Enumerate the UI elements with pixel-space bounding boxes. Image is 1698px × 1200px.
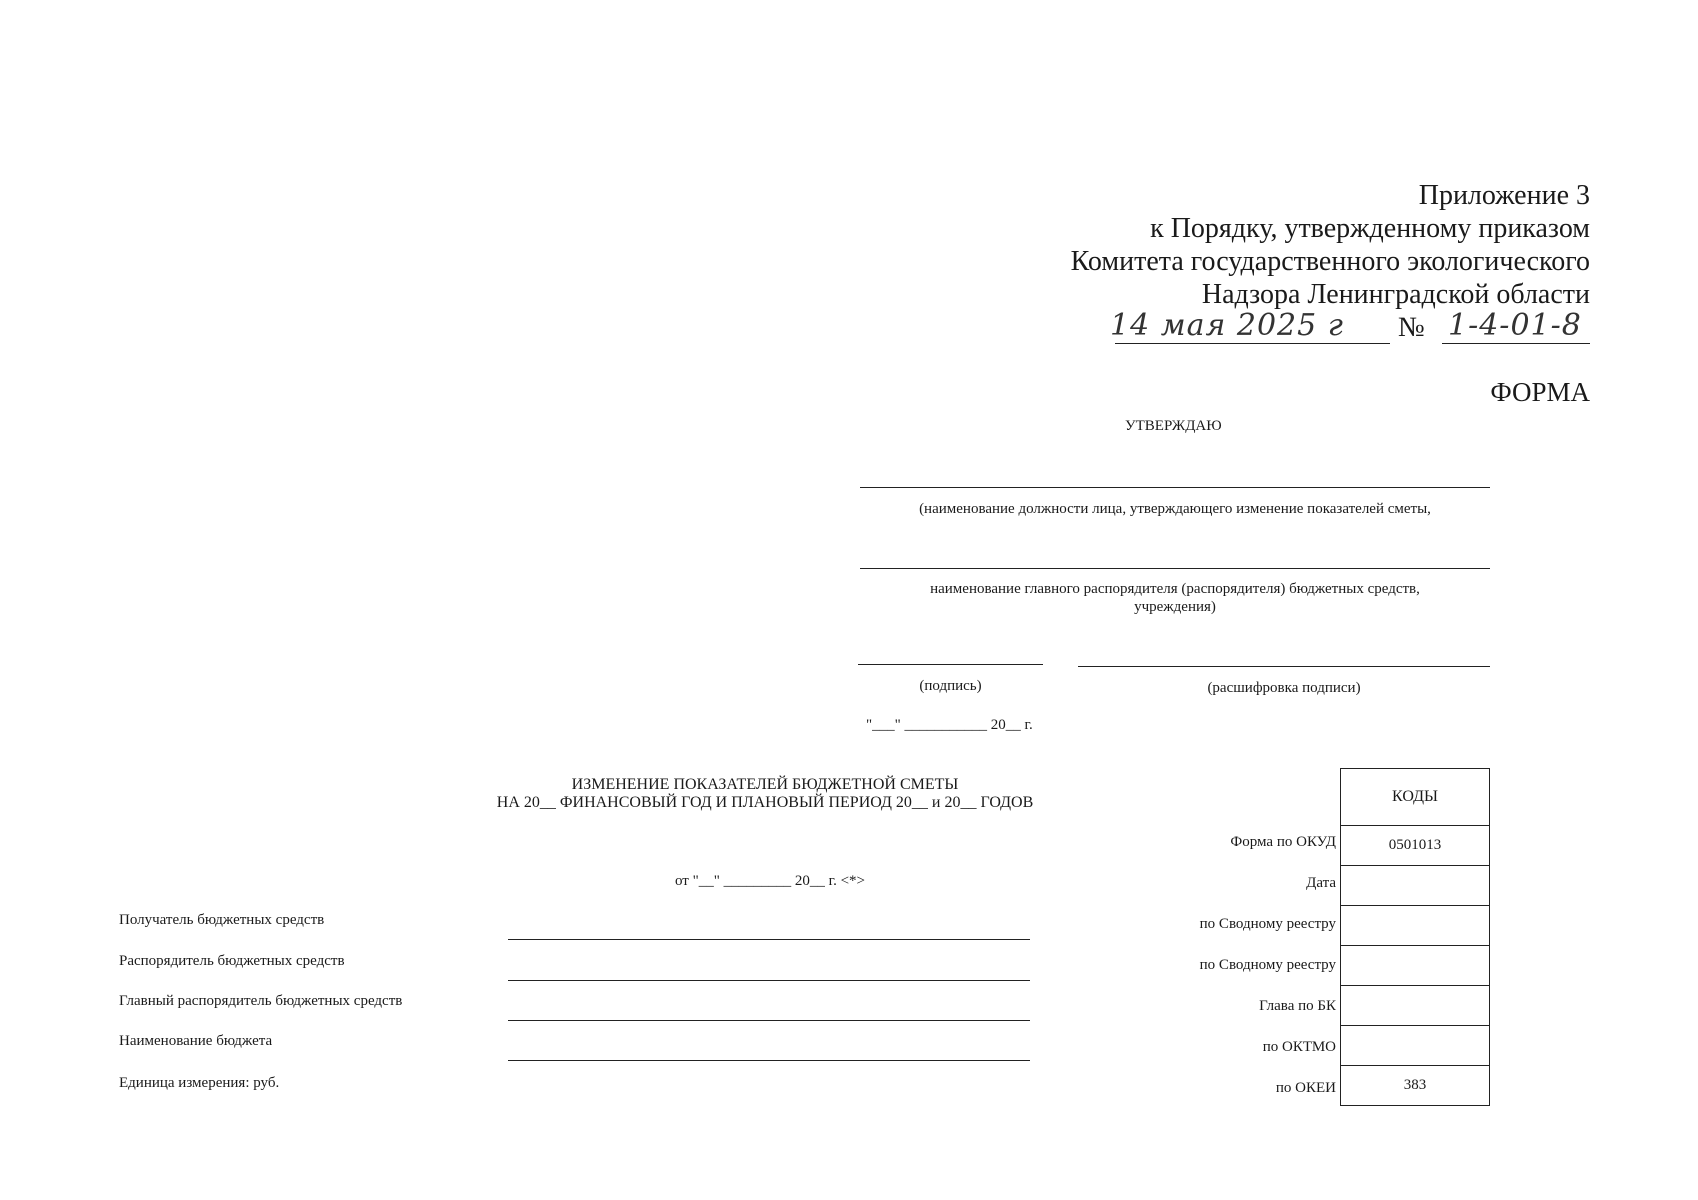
recipient-input-line[interactable] [508,939,1030,940]
manager-caption-2: учреждения) [1134,599,1216,615]
budget-name-input-line[interactable] [508,1060,1030,1061]
code-value-date[interactable] [1341,866,1490,906]
code-label-oktmo: по ОКТМО [1262,1039,1336,1055]
code-value-okud: 0501013 [1341,826,1490,866]
manager-caption-1: наименование главного распорядителя (распорядителя) бюджетных средств, [930,581,1420,597]
chief-manager-input-line[interactable] [508,1020,1030,1021]
date-underline [1115,343,1390,344]
codes-table [1340,768,1490,1106]
appendix-title: Приложение 3 [1418,180,1590,211]
code-value-okei: 383 [1341,1066,1490,1106]
document-title-line-2: НА 20__ ФИНАНСОВЫЙ ГОД И ПЛАНОВЫЙ ПЕРИОД 20__ и 20__ ГОДОВ [496,794,1034,811]
document-date: от "__" _________ 20__ г. <*> [675,873,865,889]
code-label-date: Дата [1306,875,1336,891]
handwritten-number: 1-4-01-8 [1448,308,1582,343]
number-sign: № [1398,312,1425,343]
appendix-line-4: Надзора Ленинградской области [1201,279,1590,310]
appendix-line-3: Комитета государственного экологического [1070,246,1590,277]
document-title-line-1: ИЗМЕНЕНИЕ ПОКАЗАТЕЛЕЙ БЮДЖЕТНОЙ СМЕТЫ [571,776,959,793]
code-value-registry-1[interactable] [1341,906,1490,946]
signature-caption: (подпись) [919,678,982,694]
form-label: ФОРМА [1490,377,1590,407]
position-line [860,487,1490,488]
field-chief-manager: Главный распорядитель бюджетных средств [119,993,403,1009]
code-value-registry-2[interactable] [1341,946,1490,986]
field-manager: Распорядитель бюджетных средств [119,953,345,969]
code-label-registry-2: по Сводному реестру [1199,957,1336,973]
manager-line [860,568,1490,569]
code-label-okud: Форма по ОКУД [1230,834,1336,850]
codes-header: КОДЫ [1341,769,1490,826]
approve-title: УТВЕРЖДАЮ [1125,418,1222,434]
code-value-oktmo[interactable] [1341,1026,1490,1066]
code-label-okei: по ОКЕИ [1275,1080,1336,1096]
code-value-bk[interactable] [1341,986,1490,1026]
appendix-line-2: к Порядку, утвержденному приказом [1150,213,1590,244]
field-recipient: Получатель бюджетных средств [119,912,325,928]
handwritten-date: 14 мая 2025 г [1110,308,1344,343]
code-label-registry-1: по Сводному реестру [1199,916,1336,932]
decode-caption: (расшифровка подписи) [1207,680,1361,696]
field-budget-name: Наименование бюджета [119,1033,273,1049]
decode-line [1078,666,1490,667]
document-title [430,776,1100,812]
number-underline [1442,343,1590,344]
position-caption: (наименование должности лица, утверждающего изменение показателей сметы, [919,501,1431,517]
approve-date: "___" ___________ 20__ г. [866,717,1033,733]
field-unit: Единица измерения: руб. [119,1075,280,1091]
manager-input-line[interactable] [508,980,1030,981]
code-label-bk: Глава по БК [1259,998,1336,1014]
signature-line [858,664,1043,665]
